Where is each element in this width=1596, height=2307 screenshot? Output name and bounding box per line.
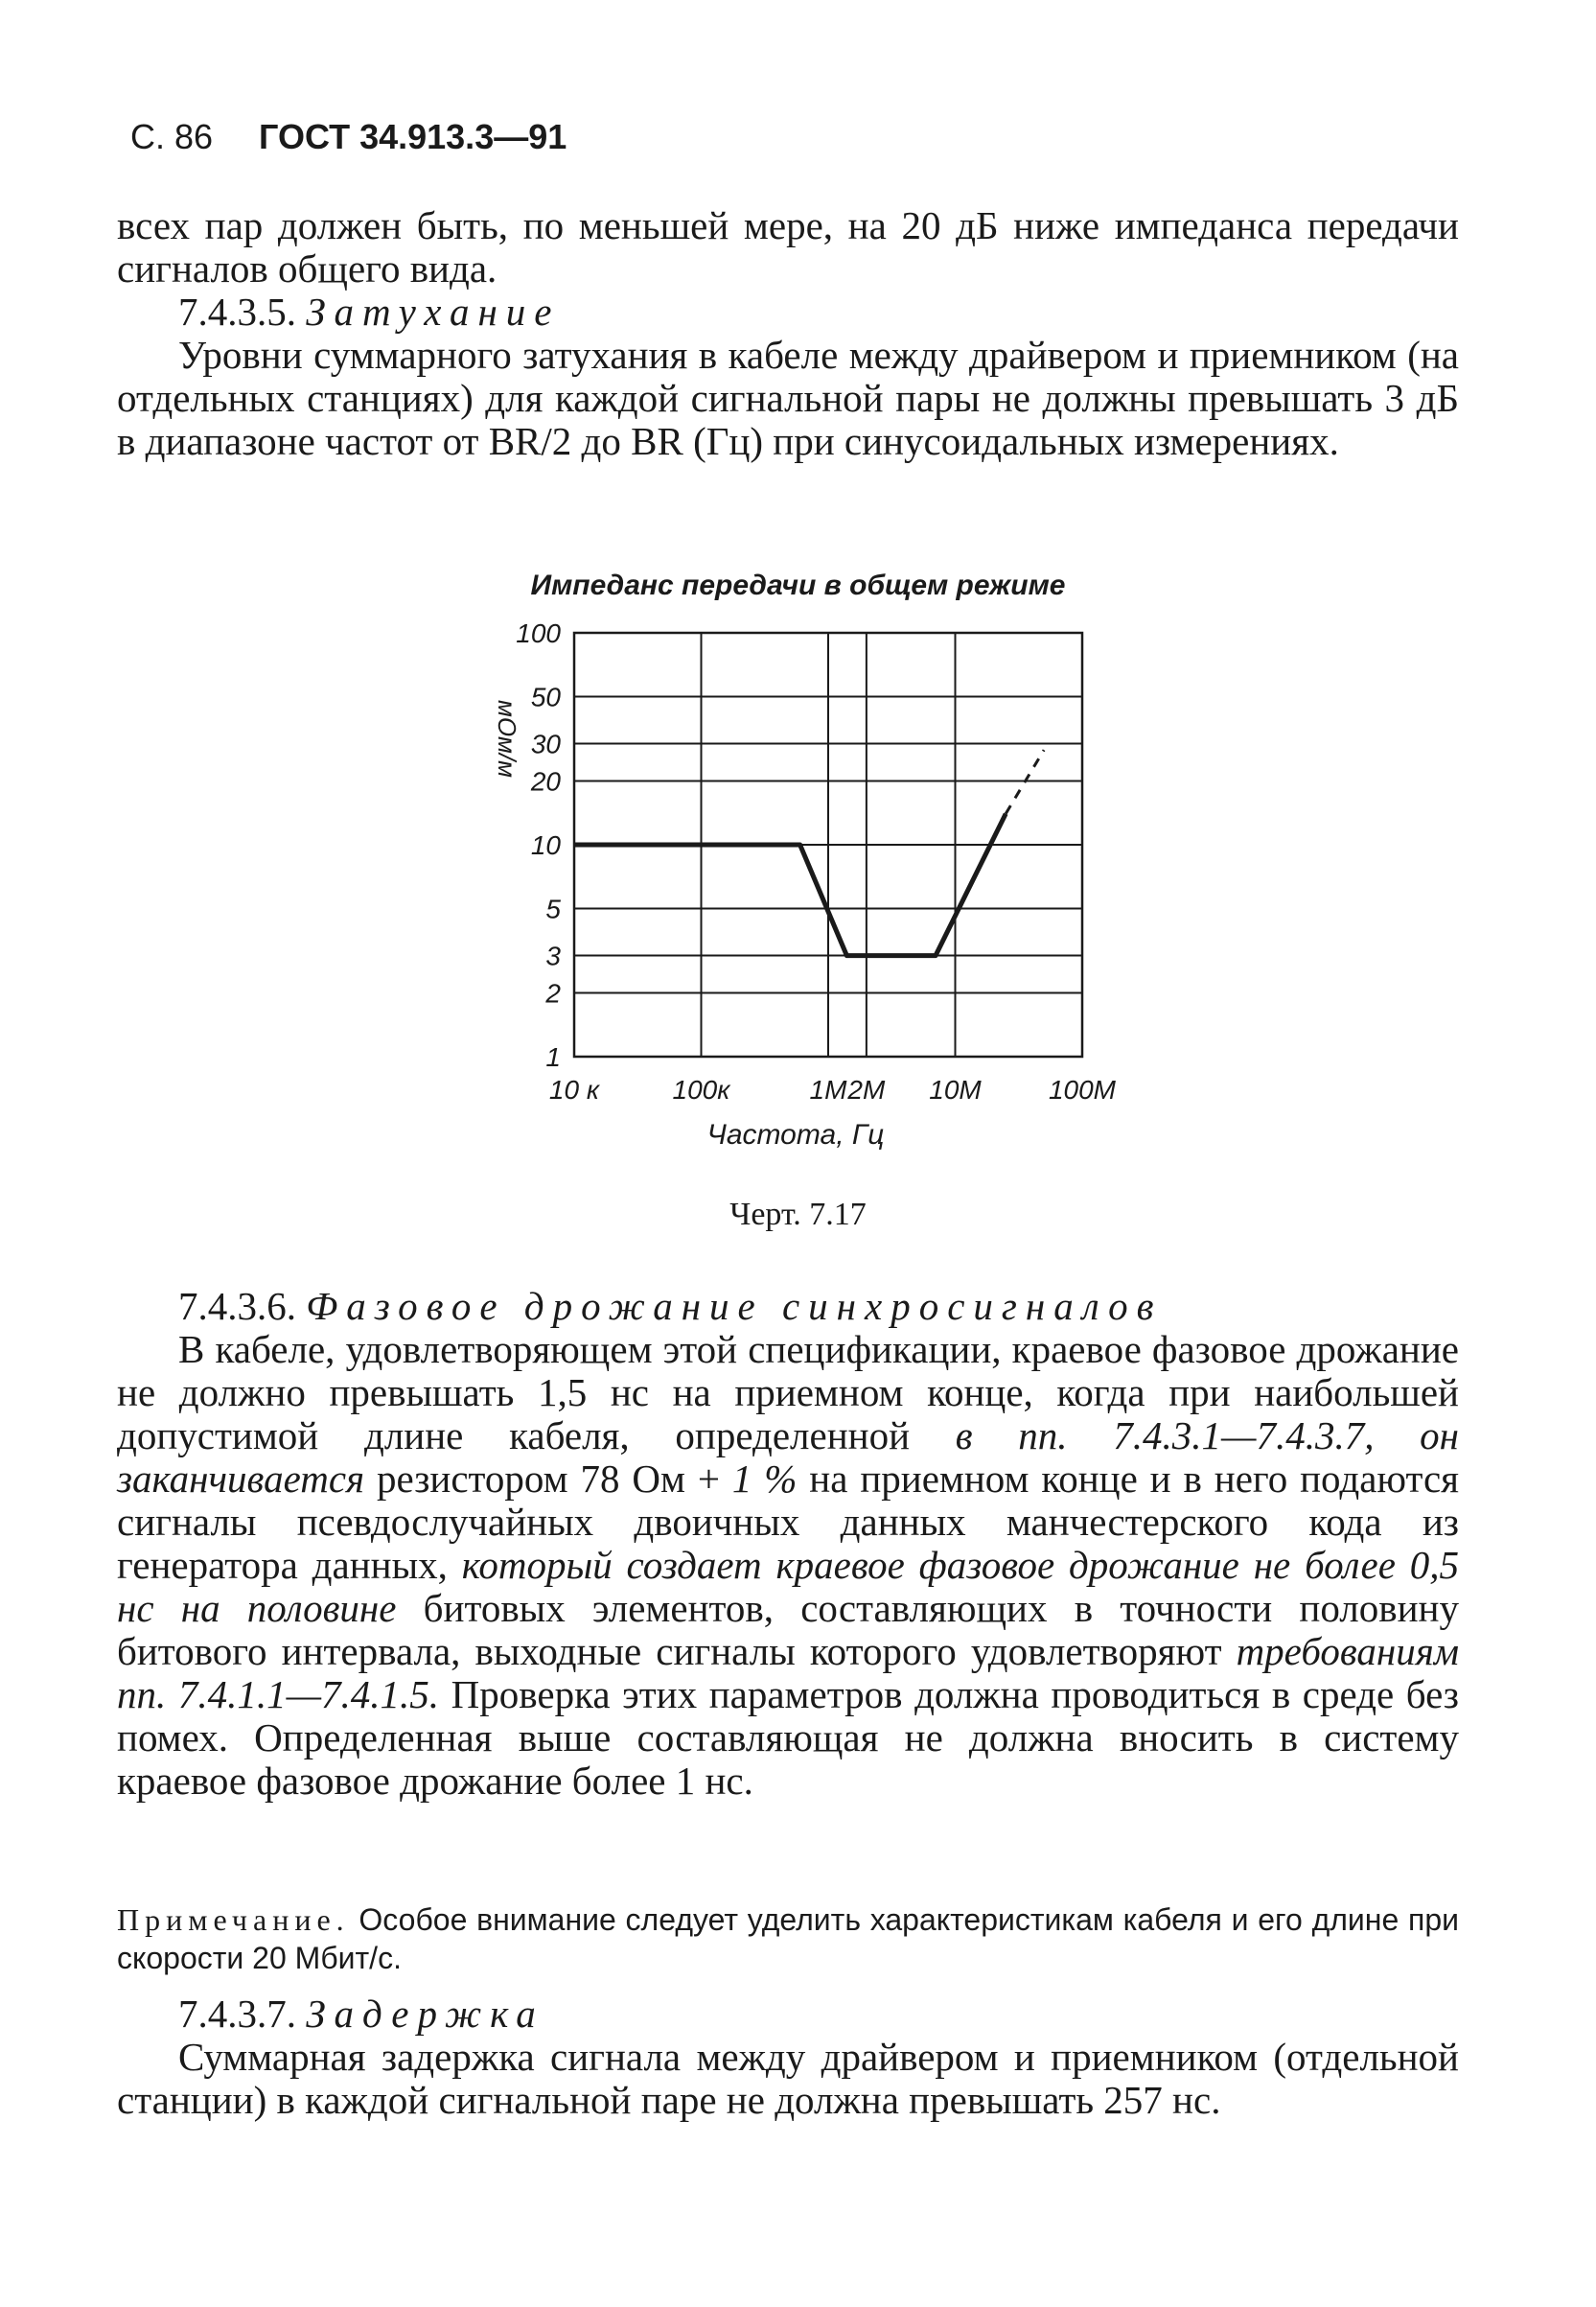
paragraph-3-text-e: на приемном конце и в него подаются сигналы псевдослучайных двоичных данных манчестерского кода из генератора данных, xyxy=(117,1456,1459,1587)
section-title: Фазовое дрожание синхросигналов xyxy=(306,1284,1163,1328)
x-tick-labels xyxy=(549,1075,1117,1105)
y-tick-label: 50 xyxy=(530,682,561,712)
section-number: 7.4.3.7. xyxy=(178,1992,296,2036)
y-tick-label: 30 xyxy=(530,729,561,759)
x-axis-label: Частота, Гц xyxy=(706,1119,885,1151)
y-axis-label: мОм/м xyxy=(493,700,521,778)
y-tick-label: 100 xyxy=(516,618,561,648)
paragraph-3-text-g: битовых элементов, составляющих в точности половину битового интервала, выходные сигналы которого удовлетворяют xyxy=(117,1586,1459,1673)
x-tick-label: 10М xyxy=(929,1075,982,1105)
paragraph-2: Уровни суммарного затухания в кабеле между драйвером и приемником (на отдельных станциях) для каждой сигнальной пары не должны превышать 3 дБ в диапазоне частот от BR/2 до BR (Гц) при синусоидальных измерениях. xyxy=(117,333,1459,463)
y-tick-label: 1 xyxy=(545,1042,561,1072)
paragraph-3-text-d: 1 % xyxy=(731,1456,798,1501)
y-tick-label: 2 xyxy=(545,978,561,1009)
section-title: Затухание xyxy=(306,290,561,334)
y-tick-label: 3 xyxy=(545,941,561,971)
y-tick-label: 20 xyxy=(530,766,561,797)
section-title: Задержка xyxy=(306,1992,544,2036)
note-label: Примечание. xyxy=(117,1902,350,1937)
y-tick-label: 10 xyxy=(530,830,561,860)
note xyxy=(117,1900,1459,1977)
paragraph-3-text-h: требованиям пп. 7.4.1.1—7.4.1.5. xyxy=(117,1629,1459,1716)
section-7-4-3-7 xyxy=(117,1992,1459,2122)
paragraph-1: всех пар должен быть, по меньшей мере, на 20 дБ ниже импеданса передачи сигналов общего вида. xyxy=(117,203,1459,291)
paragraph-3-text-i: Проверка этих параметров должна проводиться в среде без помех. Определенная выше составляющая не должна вносить в систему краевое фазовое дрожание более 1 нс. xyxy=(117,1672,1459,1803)
figure-caption: Черт. 7.17 xyxy=(729,1197,867,1232)
paragraph-3-text-c: резистором 78 Ом + xyxy=(364,1456,732,1501)
x-tick-label: 2М xyxy=(847,1075,886,1105)
y-tick-labels xyxy=(516,618,561,1072)
section-heading xyxy=(117,1285,1459,1328)
chart-title: Импеданс передачи в общем режиме xyxy=(530,570,1066,601)
section-heading xyxy=(117,1992,1459,2036)
section-number: 7.4.3.6. xyxy=(178,1284,296,1328)
page-number: С. 86 xyxy=(130,117,214,156)
paragraph-3-text-a: В кабеле, удовлетворяющем этой спецификации, краевое фазовое дрожание не должно превышать 1,5 нс на приемном конце, когда при наибольшей допустимой длине кабеля, определенной xyxy=(117,1327,1459,1457)
x-tick-label: 10 к xyxy=(548,1075,600,1105)
y-tick-label: 5 xyxy=(545,894,561,924)
paragraph-4: Суммарная задержка сигнала между драйвером и приемником (отдельной станции) в каждой сигнальной паре не должна превышать 257 нс. xyxy=(117,2035,1459,2122)
series-line-solid xyxy=(574,814,1006,956)
standard-code: ГОСТ 34.913.3—91 xyxy=(259,117,567,156)
section-7-4-3-6 xyxy=(117,1285,1459,1803)
x-tick-label: 1М xyxy=(809,1075,847,1105)
paragraph-3-text-f: который создает краевое фазовое дрожание не более 0,5 нс на половине xyxy=(117,1543,1460,1630)
paragraph-3-text-b: в пп. 7.4.3.1—7.4.3.7, он заканчивается xyxy=(117,1413,1459,1501)
x-tick-label: 100к xyxy=(672,1075,730,1105)
note-text: Особое внимание следует уделить характеристикам кабеля и его длине при скорости 20 Мбит/с. xyxy=(117,1902,1459,1975)
paragraph-3 xyxy=(117,1328,1459,1803)
section-number: 7.4.3.5. xyxy=(178,290,296,334)
x-tick-label: 100М xyxy=(1048,1075,1117,1105)
